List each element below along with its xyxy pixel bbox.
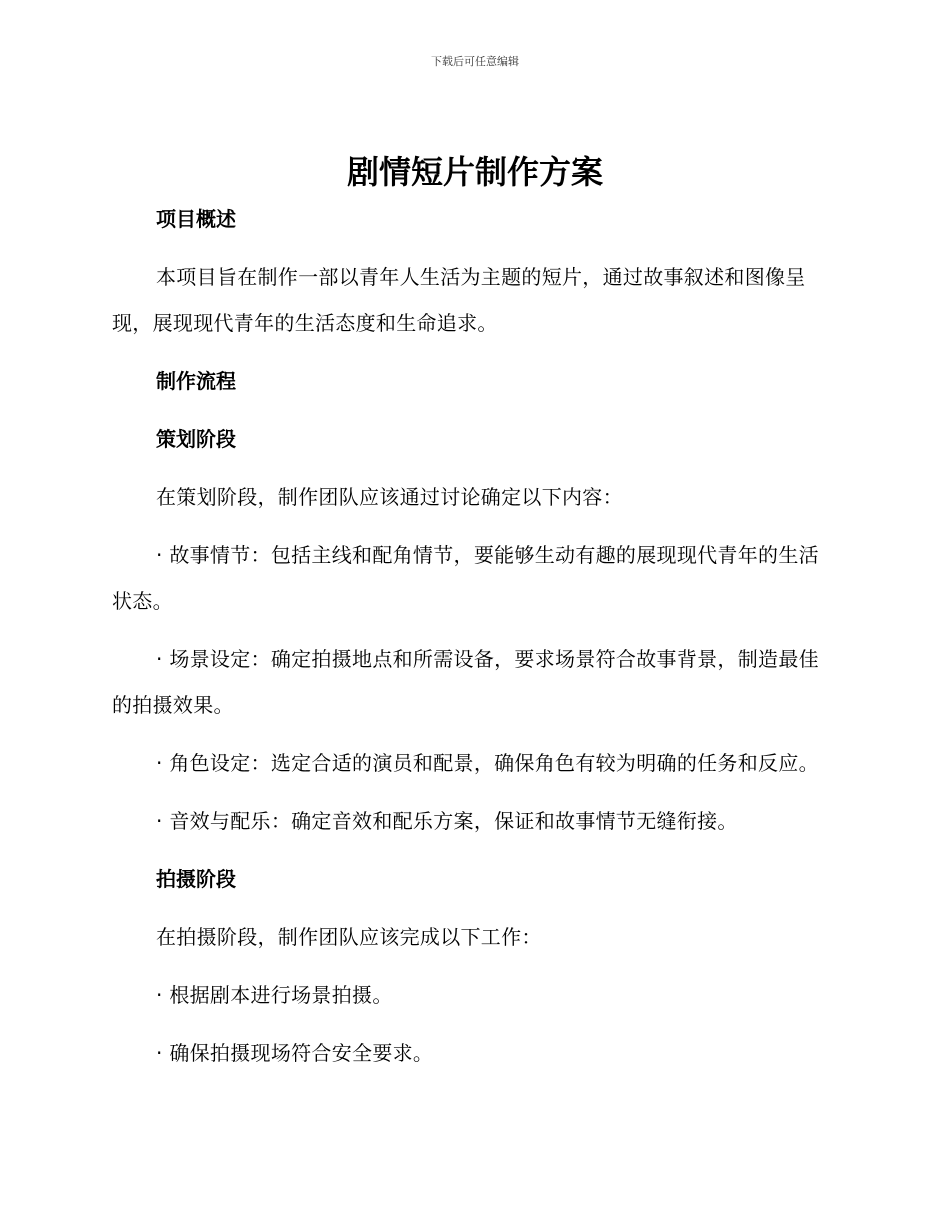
section-heading-process: 制作流程 [156, 369, 236, 393]
list-item-scene: · 场景设定：确定拍摄地点和所需设备，要求场景符合故事背景，制造最佳的拍摄效果。 [112, 647, 819, 717]
list-item-script-shooting: · 根据剧本进行场景拍摄。 [156, 983, 393, 1007]
list-item-audio: · 音效与配乐：确定音效和配乐方案，保证和故事情节无缝衔接。 [156, 809, 738, 833]
paragraph-shooting-intro: 在拍摄阶段，制作团队应该完成以下工作： [156, 925, 542, 949]
paragraph-overview: 本项目旨在制作一部以青年人生活为主题的短片，通过故事叙述和图像呈现，展现现代青年的生活态度和生命追求。 [112, 265, 806, 335]
paragraph-planning-intro: 在策划阶段，制作团队应该通过讨论确定以下内容： [156, 485, 623, 509]
list-item-safety: · 确保拍摄现场符合安全要求。 [156, 1041, 434, 1065]
section-heading-overview: 项目概述 [156, 207, 236, 231]
list-item-story: · 故事情节：包括主线和配角情节，要能够生动有趣的展现现代青年的生活状态。 [112, 543, 819, 613]
list-item-roles: · 角色设定：选定合适的演员和配景，确保角色有较为明确的任务和反应。 [156, 751, 819, 775]
document-title: 剧情短片制作方案 [346, 153, 603, 191]
section-heading-shooting: 拍摄阶段 [156, 867, 236, 891]
section-heading-planning: 策划阶段 [156, 427, 236, 451]
page-header: 下载后可任意编辑 [431, 55, 519, 68]
document-body [112, 196, 832, 1088]
